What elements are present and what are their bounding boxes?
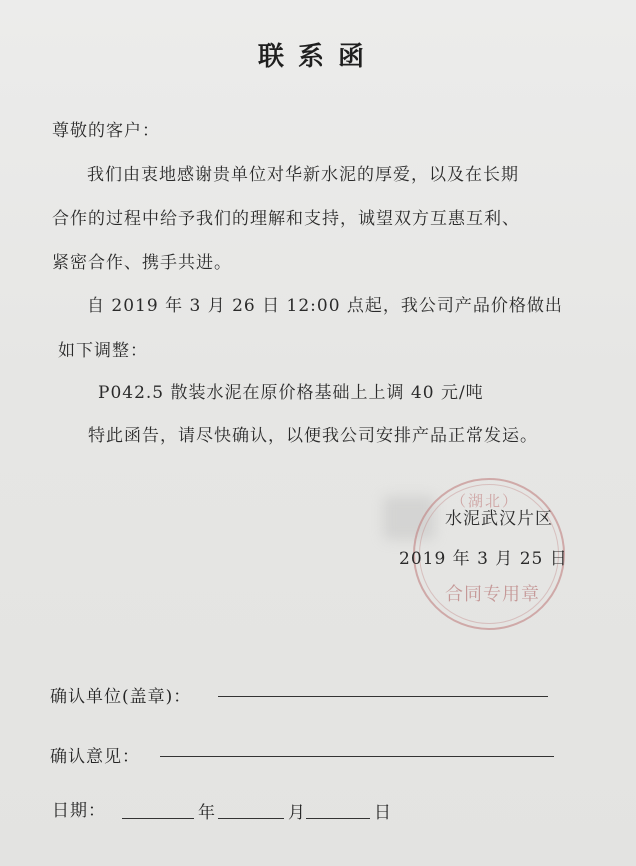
sign-date: 2019 年 3 月 25 日 (399, 549, 568, 569)
page-title: 联系函 (257, 42, 378, 72)
paragraph1-line3: 紧密合作、携手共进。 (52, 253, 232, 273)
confirm-opinion-field[interactable] (160, 756, 554, 757)
confirm-unit-label: 确认单位(盖章)： (50, 687, 192, 707)
year-field[interactable] (122, 818, 194, 819)
confirm-opinion-label: 确认意见： (50, 747, 140, 767)
day-field[interactable] (306, 818, 370, 819)
paragraph1-line2: 合作的过程中给予我们的理解和支持，诚望双方互惠互利、 (52, 209, 520, 229)
closing-line: 特此函告，请尽快确认，以便我公司安排产品正常发运。 (88, 426, 538, 446)
sender-name: 水泥武汉片区 (445, 509, 553, 529)
year-suffix: 年 (198, 803, 215, 823)
confirm-unit-field[interactable] (218, 696, 548, 697)
paragraph2-line2: 如下调整： (58, 341, 148, 361)
month-field[interactable] (218, 818, 284, 819)
salutation: 尊敬的客户： (52, 121, 160, 141)
paragraph2-line1: 自 2019 年 3 月 26 日 12:00 点起，我公司产品价格做出 (87, 296, 563, 316)
seal-top-text: （湖北） (451, 492, 520, 510)
day-suffix: 日 (374, 803, 391, 823)
paragraph1-line1: 我们由衷地感谢贵单位对华新水泥的厚爱，以及在长期 (87, 165, 519, 185)
seal-bottom-text: 合同专用章 (445, 584, 540, 605)
date-label: 日期： (52, 801, 106, 821)
month-suffix: 月 (288, 803, 305, 823)
price-adjustment-line: P042.5 散装水泥在原价格基础上上调 40 元/吨 (98, 383, 484, 403)
